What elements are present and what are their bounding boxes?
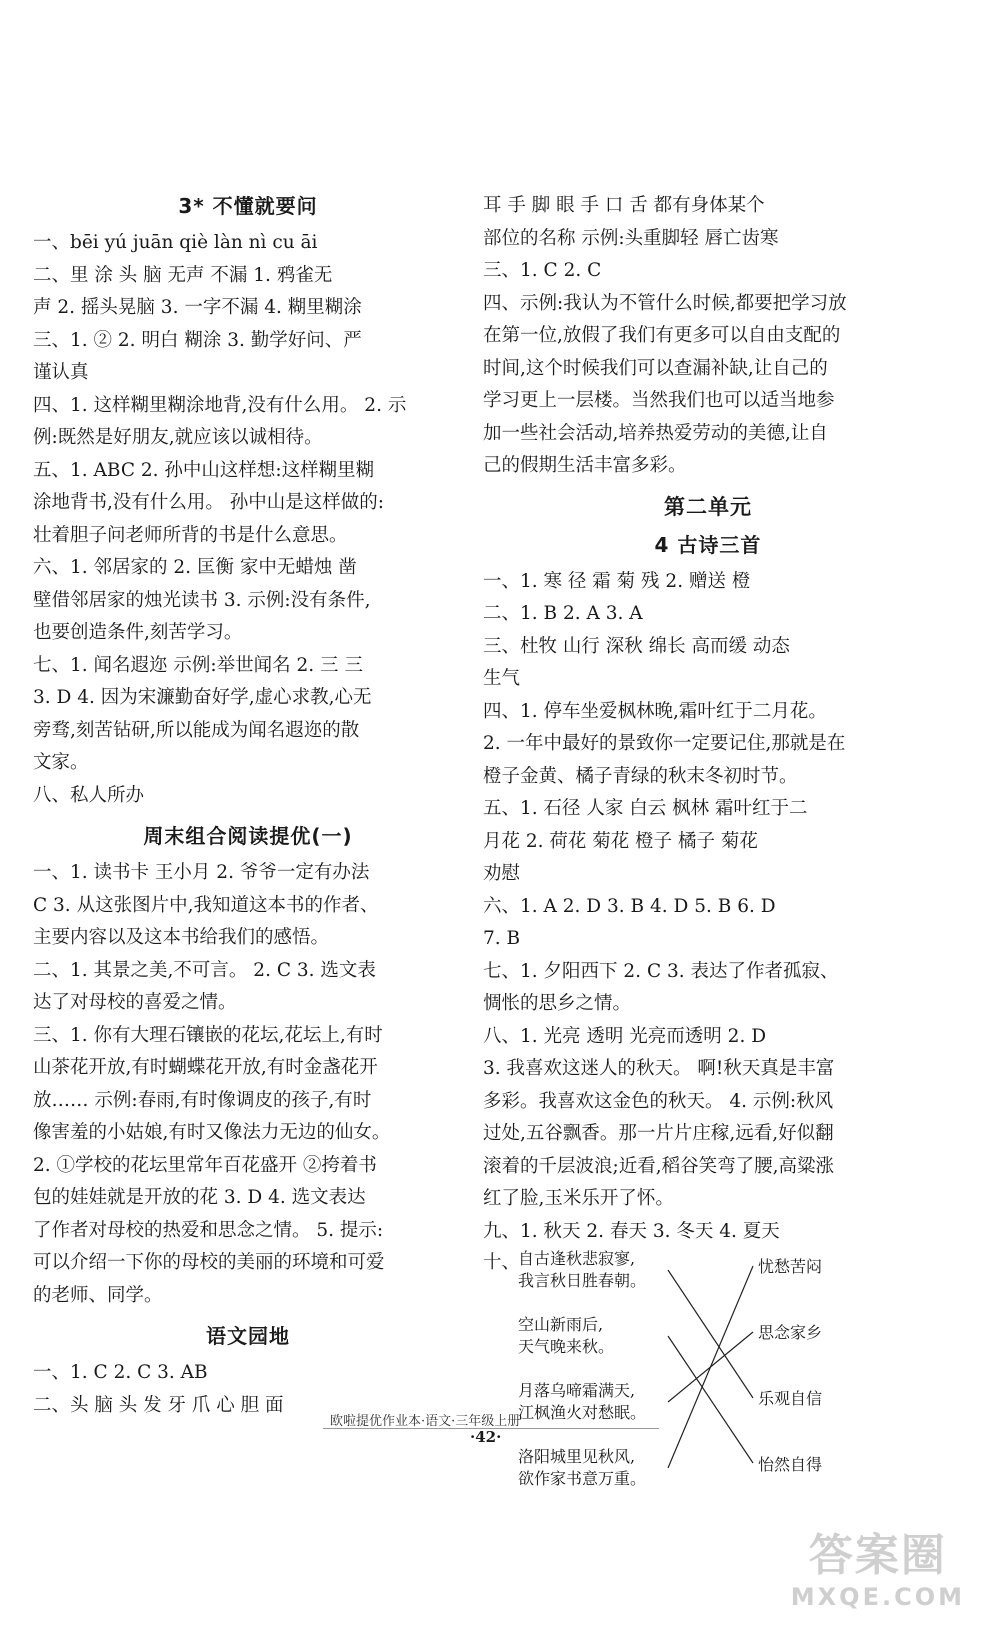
section-title-lesson3: 3* 不懂就要问 [178, 194, 318, 218]
answer-line: 多彩。我喜欢这金色的秋天。 4. 示例:秋风 [483, 1090, 834, 1112]
poem-3: 月落乌啼霜满天, 江枫渔火对愁眠。 [518, 1381, 647, 1422]
answer-line: 二、里 涂 头 脑 无声 不漏 1. 鸦雀无 [33, 264, 333, 286]
left-column [33, 190, 463, 1422]
answer-line: C 3. 从这张图片中,我知道这本书的作者、 [33, 894, 379, 916]
answer-line: 过处,五谷飘香。那一片片庄稼,远看,好似翻 [483, 1123, 834, 1144]
answer-line: 文家。 [33, 752, 89, 773]
match-line-2 [668, 1336, 753, 1463]
poem-4: 洛阳城里见秋风, 欲作家书意万重。 [518, 1447, 647, 1488]
answer-line: 二、头 脑 头 发 牙 爪 心 胆 面 [33, 1394, 284, 1416]
emotion-3: 乐观自信 [758, 1389, 823, 1408]
answer-line: 包的娃娃就是开放的花 3. D 4. 选文表达 [33, 1187, 366, 1208]
answer-line: 六、1. A 2. D 3. B 4. D 5. B 6. D [483, 895, 776, 917]
answer-line: 2. 一年中最好的景致你一定要记住,那就是在 [483, 733, 846, 754]
answer-line: 耳 手 脚 眼 手 口 舌 都有身体某个 [483, 195, 765, 216]
answer-line: 二、1. 其景之美,不可言。 2. C 3. 选文表 [33, 959, 376, 981]
answer-line: 五、1. ABC 2. 孙中山这样想:这样糊里糊 [33, 459, 375, 481]
answer-line: 一、1. 读书卡 王小月 2. 爷爷一定有办法 [33, 862, 370, 883]
chinese-garden-answers-cont [483, 190, 933, 483]
answer-line: 四、示例:我认为不管什么时候,都要把学习放 [483, 292, 847, 314]
section-title-chinese-garden: 语文园地 [206, 1324, 290, 1348]
poem-2: 空山新雨后, 天气晚来秋。 [518, 1315, 615, 1356]
answer-line: 谨认真 [33, 362, 89, 383]
emotion-1: 忧愁苦闷 [758, 1257, 823, 1276]
answer-line: 一、1. C 2. C 3. AB [33, 1362, 208, 1383]
emotion-4: 怡然自得 [758, 1455, 823, 1474]
lesson4-answers [483, 566, 933, 1249]
answer-line: 一、1. 寒 径 霜 菊 残 2. 赠送 橙 [483, 570, 751, 592]
answer-line: 七、1. 闻名遐迩 示例:举世闻名 2. 三 三 [33, 654, 363, 676]
section-title-weekend-reading: 周末组合阅读提优(一) [143, 824, 353, 848]
poem-1: 自古逢秋悲寂寥, 我言秋日胜春朝。 [518, 1249, 647, 1290]
answer-line: 三、1. 你有大理石镶嵌的花坛,花坛上,有时 [33, 1024, 383, 1046]
answer-line: 劝慰 [483, 863, 521, 884]
answer-line: 达了对母校的喜爱之情。 [33, 992, 237, 1013]
answer-line: 山茶花开放,有时蝴蝶花开放,有时金盏花开 [33, 1057, 378, 1078]
weekend-reading-answers [33, 857, 463, 1312]
watermark-logo: 答案圈 MXQE.COM [790, 1530, 965, 1611]
answer-line: 放…… 示例:春雨,有时像调皮的孩子,有时 [33, 1089, 372, 1111]
lesson3-answers [33, 227, 463, 812]
answer-line: 一、bēi yú juān qiè làn nì cu āi [33, 232, 318, 253]
answer-line: 的老师、同学。 [33, 1284, 163, 1306]
answer-line: 时间,这个时候我们可以查漏补缺,让自己的 [483, 357, 828, 379]
answer-line: 三、杜牧 山行 深秋 绵长 高而缓 动态 [483, 635, 790, 657]
unit-title: 第二单元 [664, 494, 752, 519]
answer-line: 像害羞的小姑娘,有时又像法力无边的仙女。 [33, 1122, 391, 1143]
answer-line: 四、1. 停车坐爱枫林晚,霜叶红于二月花。 [483, 700, 827, 722]
answer-line: 例:既然是好朋友,就应该以诚相待。 [33, 427, 323, 448]
footer-book-title: 欧啦提优作业本·语文·三年级上册 [330, 1414, 521, 1429]
answer-line: 3. D 4. 因为宋濂勤奋好学,虚心求教,心无 [33, 687, 372, 708]
answer-line: 红了脸,玉米乐开了怀。 [483, 1188, 674, 1209]
answer-line: 月花 2. 荷花 菊花 橙子 橘子 菊花 [483, 830, 758, 852]
poem-emotion-matching [483, 1248, 933, 1503]
right-column [483, 190, 933, 1503]
answer-line: 己的假期生活丰富多彩。 [483, 455, 687, 476]
answer-line: 八、1. 光亮 透明 光亮而透明 2. D [483, 1025, 767, 1047]
answer-line: 三、1. ② 2. 明白 糊涂 3. 勤学好问、严 [33, 329, 362, 351]
answer-line: 3. 我喜欢这迷人的秋天。 啊!秋天真是丰富 [483, 1058, 835, 1079]
answer-line: 四、1. 这样糊里糊涂地背,没有什么用。 2. 示 [33, 394, 407, 416]
answer-line: 主要内容以及这本书给我们的感悟。 [33, 927, 330, 948]
answer-line: 惆怅的思乡之情。 [483, 993, 632, 1014]
match-line-4 [668, 1266, 753, 1468]
answer-line: 三、1. C 2. C [483, 260, 602, 281]
answer-line: 部位的名称 示例:头重脚轻 唇亡齿寒 [483, 227, 779, 249]
section-title-lesson4: 4 古诗三首 [654, 532, 762, 557]
answer-line: 壁借邻居家的烛光读书 3. 示例:没有条件, [33, 589, 371, 611]
answer-line: 旁骛,刻苦钻研,所以能成为闻名遐迩的散 [33, 719, 360, 741]
match-line-1 [668, 1270, 753, 1398]
answer-line: 2. ①学校的花坛里常年百花盛开 ②挎着书 [33, 1154, 377, 1176]
answer-line: 了作者对母校的热爱和思念之情。 5. 提示: [33, 1219, 384, 1241]
answer-line: 也要创造条件,刻苦学习。 [33, 622, 243, 643]
answer-line: 声 2. 摇头晃脑 3. 一字不漏 4. 糊里糊涂 [33, 297, 362, 318]
answer-line: 五、1. 石径 人家 白云 枫林 霜叶红于二 [483, 798, 808, 819]
emotion-2: 思念家乡 [758, 1323, 823, 1342]
answer-line: 壮着胆子问老师所背的书是什么意思。 [33, 524, 348, 546]
answer-line: 九、1. 秋天 2. 春天 3. 冬天 4. 夏天 [483, 1220, 780, 1242]
answer-line: 涂地背书,没有什么用。 孙中山是这样做的: [33, 492, 384, 513]
answer-line: 生气 [483, 668, 521, 689]
answer-line: 滚着的千层波浪;近看,稻谷笑弯了腰,高粱涨 [483, 1155, 834, 1177]
answer-line: 橙子金黄、橘子青绿的秋末冬初时节。 [483, 765, 798, 787]
answer-line: 7. B [483, 928, 521, 949]
matching-lines [483, 1248, 933, 1503]
answer-line: 七、1. 夕阳西下 2. C 3. 表达了作者孤寂、 [483, 960, 839, 982]
page-number: ·42· [470, 1428, 502, 1446]
answer-line: 八、私人所办 [33, 784, 145, 806]
answer-line: 学习更上一层楼。当然我们也可以适当地参 [483, 390, 835, 411]
answer-line: 可以介绍一下你的母校的美丽的环境和可爱 [33, 1252, 385, 1273]
answer-line: 在第一位,放假了我们有更多可以自由支配的 [483, 325, 841, 346]
question-ten-label: 十、 [483, 1252, 521, 1273]
answer-line: 加一些社会活动,培养热爱劳动的美德,让自 [483, 422, 828, 444]
answer-line: 六、1. 邻居家的 2. 匡衡 家中无蜡烛 凿 [33, 557, 357, 578]
answer-line: 二、1. B 2. A 3. A [483, 603, 643, 624]
